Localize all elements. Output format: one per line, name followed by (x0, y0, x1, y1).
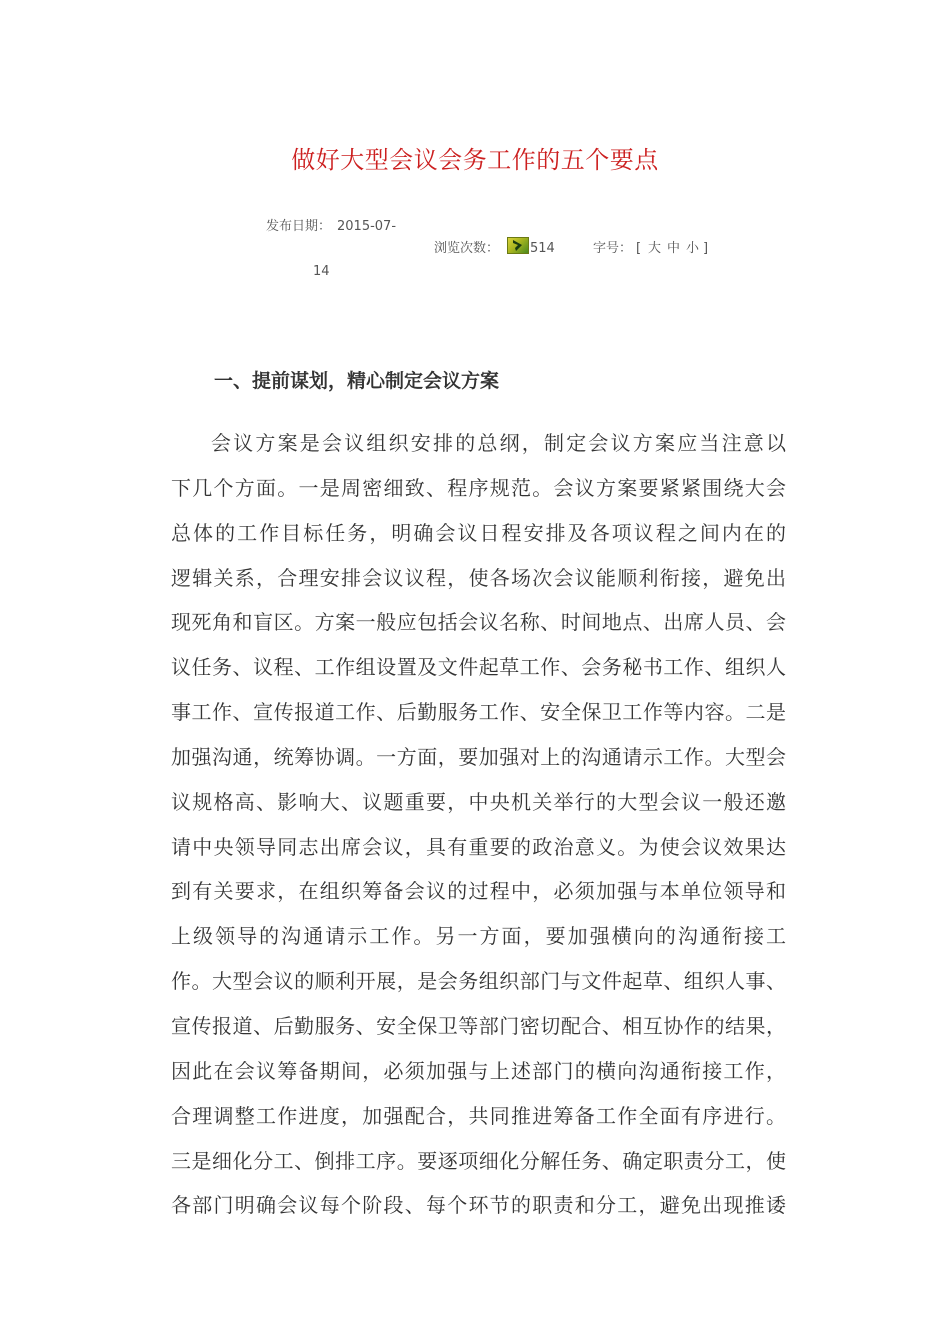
body-line: 作。大型会议的顺利开展，是会务组织部门与文件起草、组织人事、 (171, 969, 786, 994)
font-size-bracket-open: [ (636, 241, 642, 256)
body-line: 议任务、议程、工作组设置及文件起草工作、会务秘书工作、组织人 (171, 655, 786, 680)
publish-date-part1: 2015-07- (337, 219, 397, 234)
body-line: 上级领导的沟通请示工作。另一方面，要加强横向的沟通衔接工 (171, 924, 786, 949)
font-size-bracket-close: ] (703, 241, 709, 256)
font-size-large-link[interactable]: 大 (648, 241, 662, 256)
body-line: 请中央领导同志出席会议，具有重要的政治意义。为使会议效果达 (171, 834, 786, 859)
body-line: 事工作、宣传报道工作、后勤服务工作、安全保卫工作等内容。二是 (171, 700, 786, 725)
body-line: 因此在会议筹备期间，必须加强与上述部门的横向沟通衔接工作， (171, 1058, 786, 1083)
article-body (171, 427, 786, 1234)
body-line: 加强沟通，统筹协调。一方面，要加强对上的沟通请示工作。大型会 (171, 744, 786, 769)
views-count: 514 (530, 241, 555, 256)
publish-date-label: 发布日期： (266, 219, 332, 234)
views-icon (507, 237, 529, 254)
publish-date-part2: 14 (313, 264, 330, 279)
body-line: 议规格高、影响大、议题重要，中央机关举行的大型会议一般还邀 (171, 789, 786, 814)
font-size-small-link[interactable]: 小 (686, 241, 700, 256)
body-line: 三是细化分工、倒排工序。要逐项细化分解任务、确定职责分工，使 (171, 1148, 786, 1173)
body-line: 会议方案是会议组织安排的总纲，制定会议方案应当注意以 (211, 431, 786, 455)
body-line: 宣传报道、后勤服务、安全保卫等部门密切配合、相互协作的结果， (171, 1013, 786, 1038)
font-size-label: 字号： (593, 241, 633, 256)
body-line: 各部门明确会议每个阶段、每个环节的职责和分工，避免出现推诿 (171, 1193, 786, 1218)
body-line: 合理调整工作进度，加强配合，共同推进筹备工作全面有序进行。 (171, 1103, 786, 1128)
font-size-medium-link[interactable]: 中 (667, 241, 681, 256)
section-heading: 一、提前谋划，精心制定会议方案 (214, 370, 500, 392)
article-title: 做好大型会议会务工作的五个要点 (291, 146, 659, 174)
body-line: 总体的工作目标任务，明确会议日程安排及各项议程之间内在的 (171, 520, 786, 545)
body-line: 下几个方面。一是周密细致、程序规范。会议方案要紧紧围绕大会 (171, 475, 786, 500)
body-line: 逻辑关系，合理安排会议议程，使各场次会议能顺利衔接，避免出 (171, 565, 786, 590)
views-label: 浏览次数： (434, 241, 500, 256)
body-line: 现死角和盲区。方案一般应包括会议名称、时间地点、出席人员、会 (171, 610, 786, 635)
body-line: 到有关要求，在组织筹备会议的过程中，必须加强与本单位领导和 (171, 879, 786, 904)
